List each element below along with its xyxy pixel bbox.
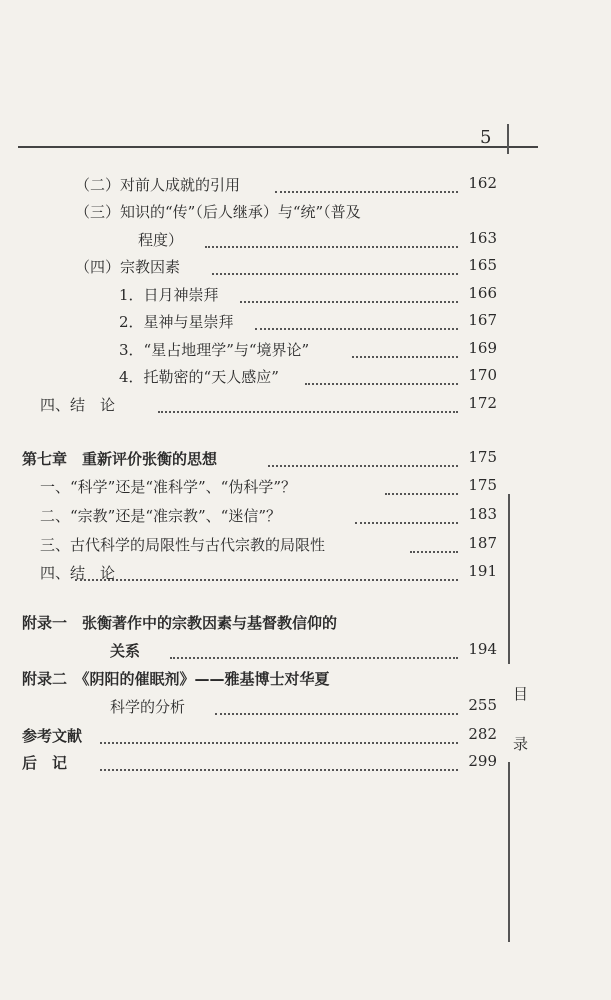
toc-entry[interactable] [0,256,497,280]
toc-entry-title: 程度） [138,231,184,249]
header-tick [507,124,509,154]
toc-entry-page: 170 [468,366,497,384]
toc-entry[interactable] [0,505,497,529]
toc-entry[interactable] [0,174,497,198]
toc-entry[interactable] [0,562,497,586]
toc-leader-dots [268,453,458,467]
toc-entry[interactable] [0,311,497,335]
toc-entry-title: 四、结 论 [40,396,116,414]
side-label-lu: 录 [513,735,529,753]
toc-entry-page: 163 [468,229,497,247]
toc-entry-page: 166 [468,284,497,302]
toc-entry[interactable] [0,534,497,558]
toc-entry[interactable] [0,668,497,692]
toc-entry-page: 299 [468,752,497,770]
toc-entry-page: 162 [468,174,497,192]
toc-entry-title: 四、结 论 [40,564,116,582]
toc-entry-title: 4．托勒密的“天人感应” [119,368,279,386]
toc-entry-page: 175 [468,448,497,466]
side-label-mu: 目 [513,685,529,703]
toc-entry[interactable] [0,752,497,776]
toc-entry-page: 175 [468,476,497,494]
toc-entry-title: （三）知识的“传”（后人继承）与“统”（普及 [75,203,361,221]
toc-entry[interactable] [0,476,497,500]
toc-entry[interactable] [0,339,497,363]
side-rule-top [508,494,510,664]
toc-entry-title: 科学的分析 [110,698,186,716]
toc-entry-title: （二）对前人成就的引用 [75,176,241,194]
toc-entry-title: 关系 [110,642,141,660]
toc-entry[interactable] [0,229,497,253]
toc-entry-title: 二、“宗教”还是“准宗教”、“迷信”？ [40,507,282,525]
toc-entry-page: 169 [468,339,497,357]
toc-leader-dots [205,234,458,248]
toc-leader-dots [100,730,458,744]
toc-entry-title: 1．日月神崇拜 [119,286,219,304]
toc-entry-page: 183 [468,505,497,523]
page-number: 5 [480,127,492,148]
toc-leader-dots [75,567,458,581]
toc-entry-title: 附录二 《阴阳的催眠剂》——雅基博士对华夏 [22,670,330,688]
toc-entry-page: 187 [468,534,497,552]
toc-entry-title: 后 记 [22,754,68,772]
toc-leader-dots [352,344,458,358]
toc-leader-dots [100,757,458,771]
toc-entry-page: 167 [468,311,497,329]
toc-entry-title: 三、古代科学的局限性与古代宗教的局限性 [40,536,326,554]
toc-entry-title: 附录一 张衡著作中的宗教因素与基督教信仰的 [22,614,338,632]
toc-entry[interactable] [0,284,497,308]
toc-entry[interactable] [0,612,497,636]
toc-entry[interactable] [0,696,497,720]
toc-leader-dots [355,510,458,524]
toc-entry-page: 282 [468,725,497,743]
toc-entry-title: 3．“星占地理学”与“境界论” [119,341,310,359]
toc-entry[interactable] [0,448,497,472]
toc-entry-title: 参考文献 [22,727,83,745]
toc-entry[interactable] [0,640,497,664]
toc-entry-page: 172 [468,394,497,412]
toc-leader-dots [240,289,458,303]
side-rule-bottom [508,762,510,942]
toc-leader-dots [305,371,458,385]
toc-entry-title: 第七章 重新评价张衡的思想 [22,450,218,468]
toc-entry-title: 一、“科学”还是“准科学”、“伪科学”？ [40,478,297,496]
toc-entry-page: 165 [468,256,497,274]
toc-leader-dots [170,645,458,659]
header-rule [18,146,538,148]
toc-entry-page: 194 [468,640,497,658]
toc-leader-dots [212,261,458,275]
toc-entry-title: 2．星神与星崇拜 [119,313,234,331]
toc-entry[interactable] [0,725,497,749]
toc-leader-dots [255,316,458,330]
toc-leader-dots [158,399,458,413]
toc-entry-page: 191 [468,562,497,580]
toc-leader-dots [275,179,458,193]
toc-entry-title: （四）宗教因素 [75,258,181,276]
toc-entry[interactable] [0,366,497,390]
toc-leader-dots [215,701,458,715]
toc-entry[interactable] [0,394,497,418]
toc-entry[interactable] [0,201,497,225]
toc-entry-page: 255 [468,696,497,714]
